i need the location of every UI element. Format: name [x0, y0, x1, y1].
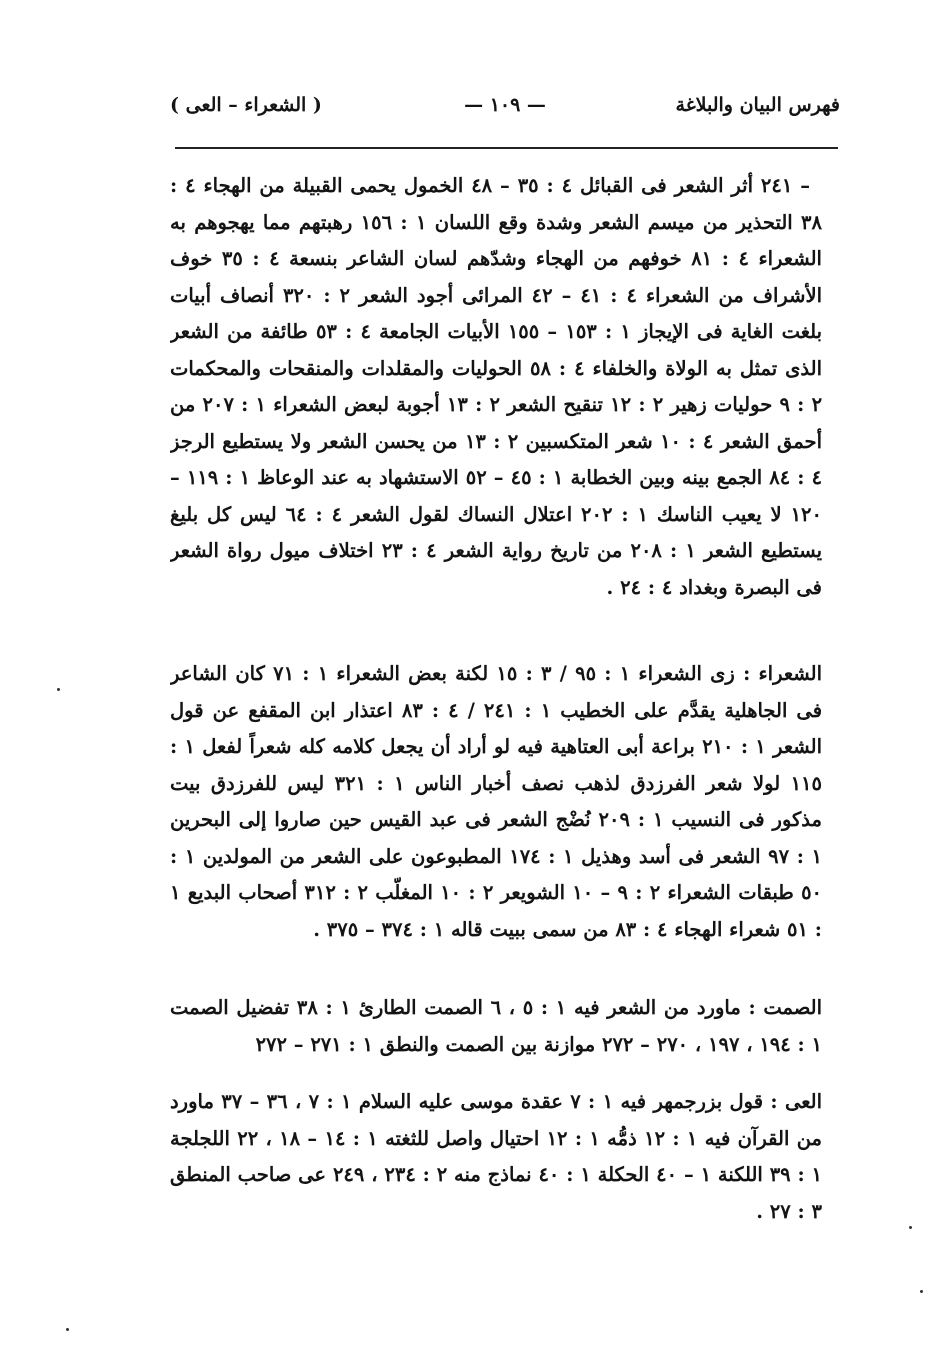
entry-text: – ٢٤١ أثر الشعر فى القبائل ٤ : ٣٥ – ٤٨ الخمول يحمى القبيلة من الهجاء ٤ : ٣٨ التحذير من ميسم الشعر وشدة وقع اللسان ١ : ١٥٦ رهبتهم مما يهجوهم به الشعراء ٤ : ٨١ خوفهم من الهجاء وشدّهم لسان الشاعر بنسعة ٤ : ٣٥ خوف الأشراف من الشعراء ٤ : ٤١ – ٤٢ المرائى أجود الشعر ٢ : ٣٢٠ أنصاف أبيات بلغت الغاية فى الإيجاز ١ : ١٥٣ – ١٥٥ الأبيات الجامعة ٤ : ٥٣ طائفة من الشعر الذى تمثل به الولاة والخلفاء ٤ : ٥٨ الحوليات والمقلدات والمنقحات والمحكمات ٢ : ٩ حوليات زهير ٢ : ١٢ تنقيح الشعر ٢ : ١٣ أجوبة لبعض الشعراء ١ : ٢٠٧ من أحمق الشعر ٤ : ١٠ شعر المتكسبين ٢ : ١٣ من يحسن الشعر ولا يستطيع الرجز ٤ : ٨٤ الجمع بينه وبين الخطابة ١ : ٤٥ – ٥٢ الاستشهاد به عند الوعاظ ١ : ١١٩ – ١٢٠ لا يعيب الناسك ١ : ٢٠٢ اعتلال النساك لقول الشعر ٤ : ٦٤ ليس كل بليغ يستطيع الشعر ١ : ٢٠٨ من تاريخ رواية الشعر ٤ : ٢٣ اختلاف ميول رواة الشعر فى البصرة وبغداد ٤ : ٢٤ .: [170, 174, 822, 599]
book-section-title: فهرس البيان والبلاغة: [675, 94, 840, 116]
index-entry-poets: [170, 656, 822, 988]
index-entry-silence: [170, 990, 822, 1070]
index-entry-inarticulacy: [170, 1084, 822, 1244]
running-header: [170, 88, 840, 122]
page-number: — ١٠٩ —: [464, 94, 546, 116]
scan-speck: [66, 1328, 69, 1331]
scan-speck: [909, 1226, 912, 1229]
entry-lemma: الصمت :: [748, 996, 822, 1019]
scan-speck: [920, 1290, 923, 1293]
entry-text: زى الشعراء ١ : ٩٥ / ٣ : ١٥ لكنة بعض الشعراء ١ : ٧١ كان الشاعر فى الجاهلية يقدَّم على الخطيب ١ : ٢٤١ / ٤ : ٨٣ اعتذار ابن المقفع عن قول الشعر ١ : ٢١٠ براعة أبى العتاهية فيه لو أراد أن يجعل كلامه كله شعراً لفعل ١ : ١١٥ لولا شعر الفرزدق لذهب نصف أخبار الناس ١ : ٣٢١ ليس للفرزدق بيت مذكور فى النسيب ١ : ٢٠٩ نُضْج الشعر فى عبد القيس حين صاروا إلى البحرين ١ : ٩٧ الشعر فى أسد وهذيل ١ : ١٧٤ المطبوعون على الشعر من المولدين ١ : ٥٠ طبقات الشعراء ٢ : ٩ – ١٠ الشويعر ٢ : ١٠ المغلّب ٢ : ٣١٢ أصحاب البديع ١ : ٥١ شعراء الهجاء ٤ : ٨٣ من سمى ببيت قاله ١ : ٣٧٤ – ٣٧٥ .: [170, 662, 822, 941]
entry-text: قول بزرجمهر فيه ١ : ٧ عقدة موسى عليه السلام ١ : ٧ ، ٣٦ – ٣٧ ماورد من القرآن فيه ١ : ١٢ ذمُّه ١ : ١٢ احتيال واصل للثغته ١ : ١٤ – ١٨ ، ٢٢ اللجلجة ١ : ٣٩ اللكنة ١ – ٤٠ الحكلة ١ : ٤٠ نماذج منه ٢ : ٢٣٤ ، ٢٤٩ عى صاحب المنطق ٣ : ٢٧ .: [170, 1090, 822, 1223]
header-rule: [175, 147, 838, 149]
entry-lemma: الشعراء :: [743, 662, 822, 685]
entry-range-title: ( الشعراء – العى ): [170, 94, 322, 116]
entry-text: ماورد من الشعر فيه ١ : ٥ ، ٦ الصمت الطارئ ١ : ٣٨ تفضيل الصمت ١ : ١٩٤ ، ١٩٧ ، ٢٧٠ – ٢٧٢ موازنة بين الصمت والنطق ١ : ٢٧١ – ٢٧٢: [170, 996, 822, 1056]
entry-lemma: العى :: [770, 1090, 822, 1113]
index-entry-continued: [170, 168, 822, 646]
scan-speck: [57, 688, 60, 691]
